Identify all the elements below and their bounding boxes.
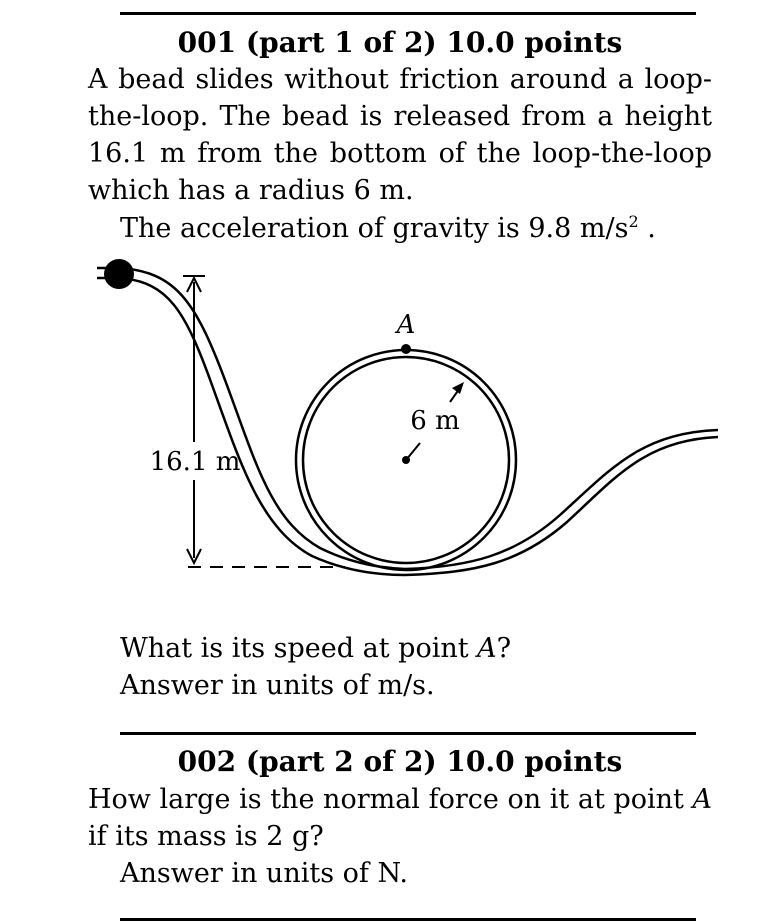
gravity-exponent: 2: [628, 212, 639, 231]
problem-2-statement: [88, 781, 712, 855]
bead-icon: [104, 259, 134, 289]
problem-2-line-1-text: How large is the normal force on it at point: [88, 784, 693, 815]
problem-2-answer-units: Answer in units of N.: [120, 858, 408, 889]
bottom-divider: [120, 918, 696, 921]
radius-line-inner: [406, 443, 420, 460]
problem-1-heading: 001 (part 1 of 2) 10.0 points: [177, 26, 623, 59]
question-point: A: [477, 633, 497, 664]
gravity-text: The acceleration of gravity is 9.8 m/s: [120, 213, 629, 244]
gravity-suffix: .: [638, 213, 656, 244]
middle-divider: [120, 732, 696, 735]
top-divider: [120, 12, 696, 15]
statement-line-1: A bead slides without friction around a loop-: [88, 64, 712, 95]
loop-the-loop-figure: [0, 250, 762, 590]
statement-line-2: the-loop. The bead is released from a height: [88, 101, 712, 132]
problem-1-question: [120, 630, 511, 667]
problem-1-answer-units: Answer in units of m/s.: [120, 670, 435, 701]
problem-2-line-1: [88, 781, 712, 818]
question-suffix: ?: [496, 633, 512, 664]
problem-1-statement: [88, 61, 712, 209]
point-a-label: A: [396, 310, 416, 340]
gravity-statement: [120, 210, 656, 247]
radius-label: 6 m: [410, 406, 460, 436]
question-text: What is its speed at point: [120, 633, 478, 664]
height-label: 16.1 m: [149, 447, 241, 477]
problem-2-point: A: [692, 784, 712, 815]
point-a-dot: [401, 344, 411, 354]
statement-line-3: 16.1 m from the bottom of the loop-the-loop: [88, 138, 712, 169]
radius-arrowhead-icon: [452, 382, 464, 394]
problem-2-heading: 002 (part 2 of 2) 10.0 points: [177, 745, 623, 778]
problem-2-line-2: if its mass is 2 g?: [88, 821, 324, 852]
statement-line-4: which has a radius 6 m.: [88, 175, 414, 206]
